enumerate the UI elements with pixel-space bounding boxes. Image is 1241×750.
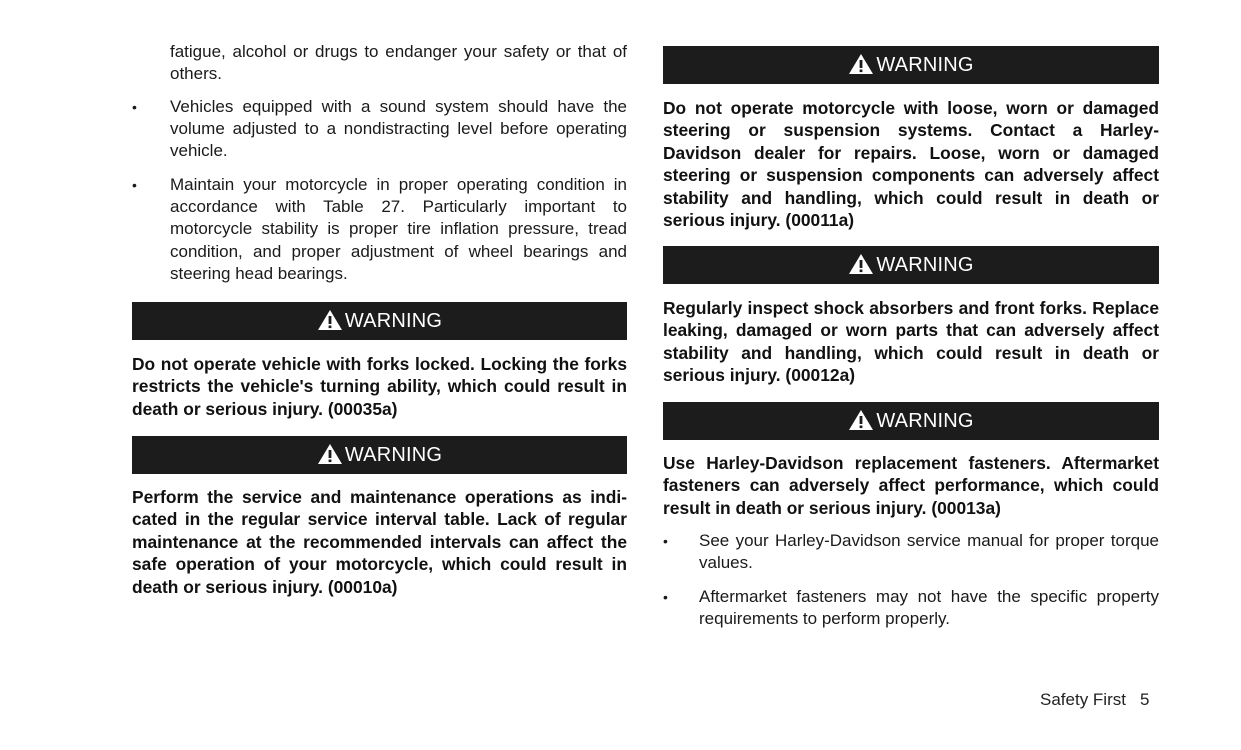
bullet-marker: •: [132, 177, 137, 193]
warning-label: WARNING: [344, 443, 443, 466]
warning-text: Perform the service and maintenance operations as indi-cated in the regular service interval table. Lack of regular maintenance at the recommended intervals can affect the safe operation of your motorcycle, which could result in death or serious injury. (00010a): [132, 487, 627, 597]
warning-label: WARNING: [876, 253, 974, 276]
warning-banner: [663, 246, 1159, 284]
warning-triangle-icon: [848, 53, 874, 75]
bullet-text: See your Harley-Davidson service manual for proper torque values.: [699, 531, 1159, 573]
page-footer: [1040, 690, 1149, 710]
warning-text: Do not operate vehicle with forks locked. Locking the forks restricts the vehicle's turning ability, which could result in death or serious injury. (00035a): [132, 354, 627, 419]
bullet-marker: •: [663, 533, 668, 549]
bullet-text: Aftermarket fasteners may not have the specific property requirements to perform properly.: [699, 587, 1159, 629]
warning-banner: [663, 46, 1159, 84]
bullet-marker: •: [663, 589, 668, 605]
warning-triangle-icon: [317, 443, 343, 465]
warning-label: WARNING: [876, 409, 974, 432]
warning-banner: [132, 436, 627, 474]
warning-banner: [663, 402, 1159, 440]
page-number: 5: [1139, 690, 1150, 709]
warning-label: WARNING: [876, 53, 974, 76]
intro-text: fatigue, alcohol or drugs to endanger your safety or that of others.: [170, 42, 627, 84]
warning-text: Use Harley-Davidson replacement fasteners. Aftermarket fasteners can adversely affect performance, which could result in death or serious injury. (00013a): [663, 453, 1159, 518]
warning-label: WARNING: [344, 309, 443, 332]
warning-banner: [132, 302, 627, 340]
warning-triangle-icon: [848, 409, 874, 431]
bullet-marker: •: [132, 99, 137, 115]
warning-triangle-icon: [317, 309, 343, 331]
warning-triangle-icon: [848, 253, 874, 275]
section-title: Safety First: [1040, 690, 1126, 709]
warning-text: Do not operate motorcycle with loose, worn or damaged steering or suspension systems. Contact a Harley-Davidson dealer for repairs. Loose, worn or damaged steering or suspension components can adversely affect stability and handling, which could result in death or serious injury. (00011a): [663, 98, 1159, 231]
bullet-text: Maintain your motorcycle in proper operating condition in accordance with Table 27. Particularly important to motorcycle stability is proper tire inflation pressure, tread condition, and proper adjustment of wheel bearings and steering head bearings.: [170, 175, 627, 283]
warning-text: Regularly inspect shock absorbers and front forks. Replace leaking, damaged or worn parts that can adversely affect stability and handling, which could result in death or serious injury. (00012a): [663, 298, 1159, 386]
bullet-text: Vehicles equipped with a sound system should have the volume adjusted to a nondistracting level before operating vehicle.: [170, 97, 627, 161]
